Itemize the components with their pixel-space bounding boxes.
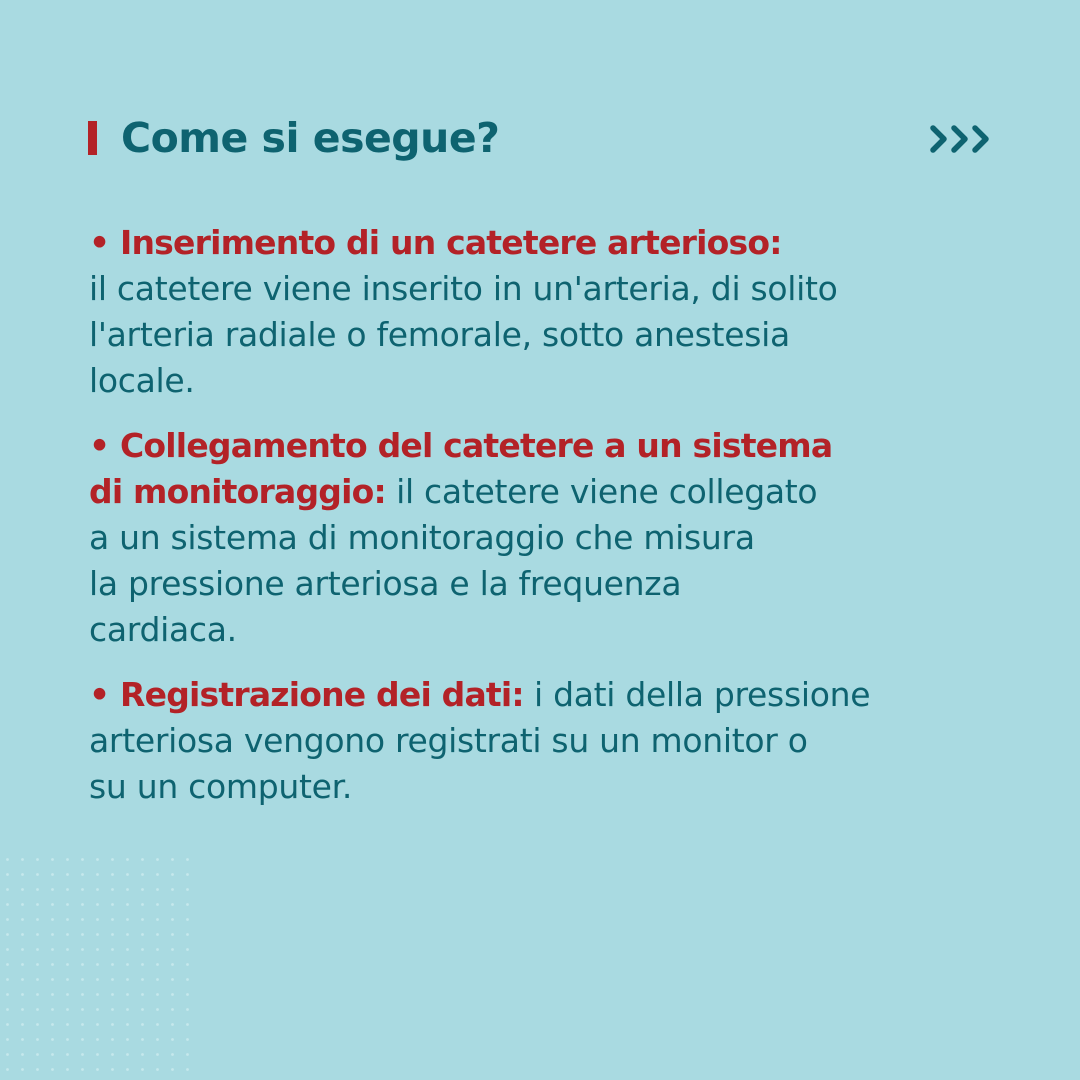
step-lead: • Registrazione dei dati: <box>89 675 524 714</box>
chevron-triple-right-icon[interactable] <box>928 122 994 156</box>
header <box>88 112 998 168</box>
title-accent-bar <box>88 121 97 155</box>
step-lead: • Inserimento di un catetere arterioso: <box>89 223 782 262</box>
step-item <box>89 423 989 653</box>
step-lead: • Collegamento del catetere a un sistema <box>89 426 833 465</box>
step-body-first: il catetere viene collegato <box>396 472 818 511</box>
step-body-line: locale. <box>89 361 195 400</box>
step-body-first: i dati della pressione <box>534 675 871 714</box>
step-body-line: a un sistema di monitoraggio che misura <box>89 518 755 557</box>
step-body-line: il catetere viene inserito in un'arteria, di solito <box>89 269 838 308</box>
steps-list <box>89 220 989 829</box>
step-body-line: arteriosa vengono registrati su un monitor o <box>89 721 808 760</box>
page-title: Come si esegue? <box>121 114 500 162</box>
bullet: • <box>89 223 110 262</box>
step-body-line: cardiaca. <box>89 610 237 649</box>
step-body-line: la pressione arteriosa e la frequenza <box>89 564 682 603</box>
dot-grid-pattern <box>0 852 200 1080</box>
bullet: • <box>89 426 110 465</box>
step-body-line: l'arteria radiale o femorale, sotto anestesia <box>89 315 790 354</box>
step-lead-continued: di monitoraggio: <box>89 472 386 511</box>
bullet: • <box>89 675 110 714</box>
step-item <box>89 672 989 810</box>
step-body-line: su un computer. <box>89 767 353 806</box>
step-item <box>89 220 989 404</box>
